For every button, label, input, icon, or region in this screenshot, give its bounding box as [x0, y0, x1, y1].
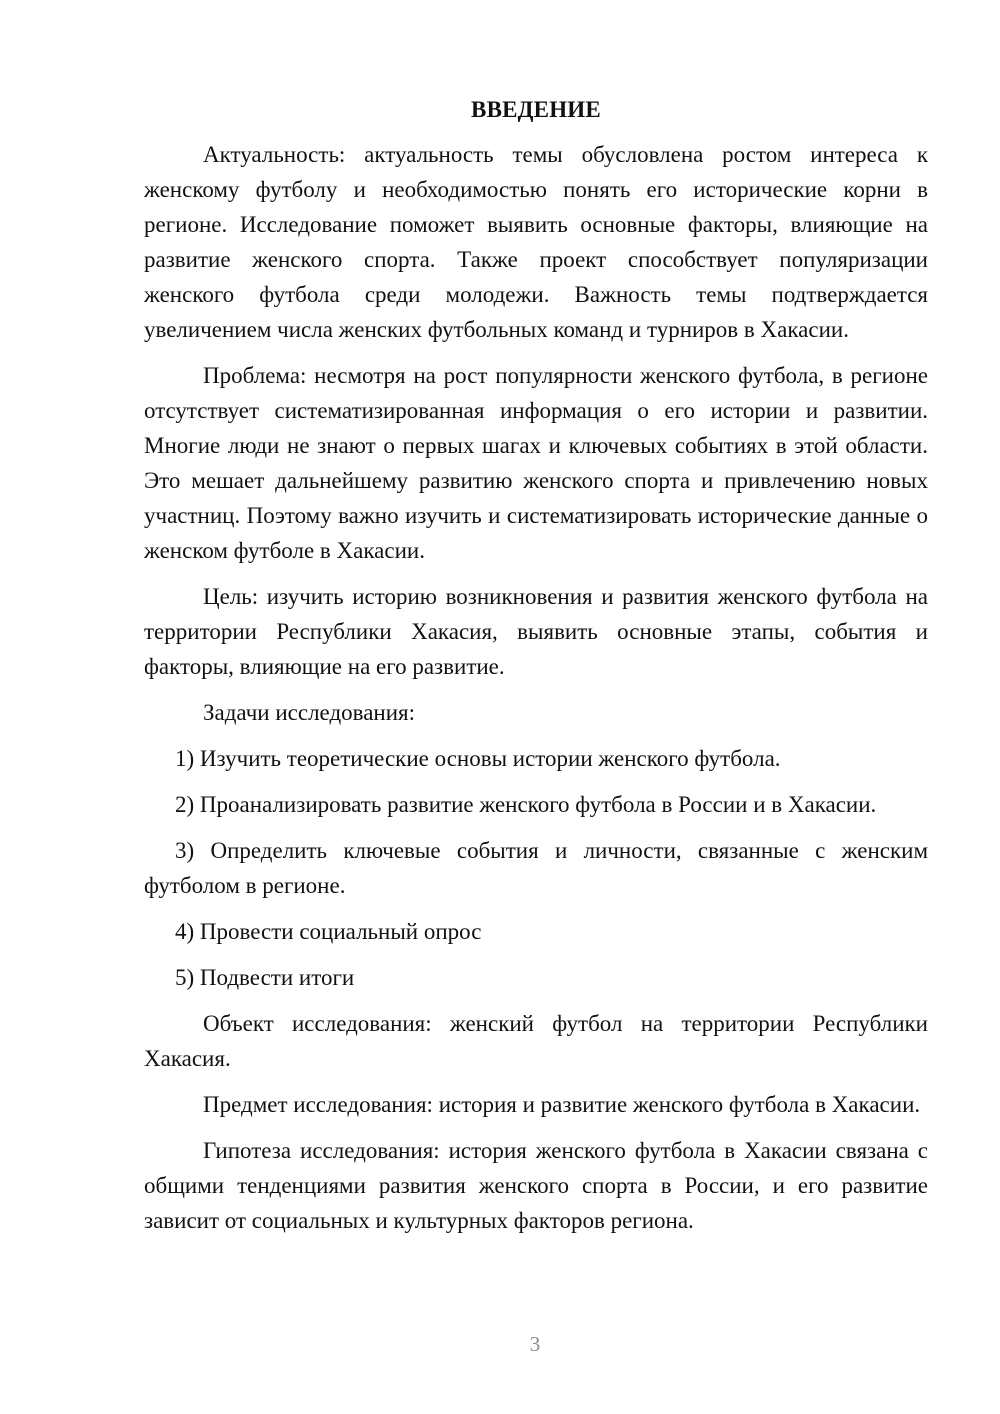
hypothesis-paragraph: Гипотеза исследования: история женского футбола в Хакасии связана с общими тенденциями развития женского спорта в России, и его развитие зависит от социальных и культурных факторов региона. — [144, 1138, 928, 1233]
task-item: 1) Изучить теоретические основы истории женского футбола. — [175, 746, 781, 771]
task-item: 2) Проанализировать развитие женского футбола в России и в Хакасии. — [175, 792, 877, 817]
page-number: 3 — [529, 1332, 541, 1356]
problem-paragraph: Проблема: несмотря на рост популярности женского футбола, в регионе отсутствует систематизированная информация о его истории и развитии. Многие люди не знают о первых шагах и ключевых событиях в этой области. Это мешает дальнейшему развитию женского спорта и привлечению новых участниц. Поэтому важно изучить и систематизировать исторические данные о женском футболе в Хакасии. — [144, 363, 928, 563]
document-page — [144, 92, 928, 1238]
subject-paragraph: Предмет исследования: история и развитие женского футбола в Хакасии. — [203, 1092, 921, 1117]
task-item: 5) Подвести итоги — [175, 965, 355, 990]
goal-paragraph: Цель: изучить историю возникновения и развития женского футбола на территории Республики Хакасия, выявить основные этапы, события и факторы, влияющие на его развитие. — [144, 584, 928, 679]
object-paragraph: Объект исследования: женский футбол на территории Республики Хакасия. — [144, 1011, 928, 1071]
tasks-heading: Задачи исследования: — [203, 700, 416, 725]
document-title: ВВЕДЕНИЕ — [471, 97, 601, 122]
task-item: 3) Определить ключевые события и личности, связанные с женским футболом в регионе. — [144, 838, 928, 898]
relevance-paragraph: Актуальность: актуальность темы обусловлена ростом интереса к женскому футболу и необходимостью понять его исторические корни в регионе. Исследование поможет выявить основные факторы, влияющие на развитие женского спорта. Также проект способствует популяризации женского футбола среди молодежи. Важность темы подтверждается увеличением числа женских футбольных команд и турниров в Хакасии. — [144, 142, 928, 342]
task-item: 4) Провести социальный опрос — [175, 919, 482, 944]
